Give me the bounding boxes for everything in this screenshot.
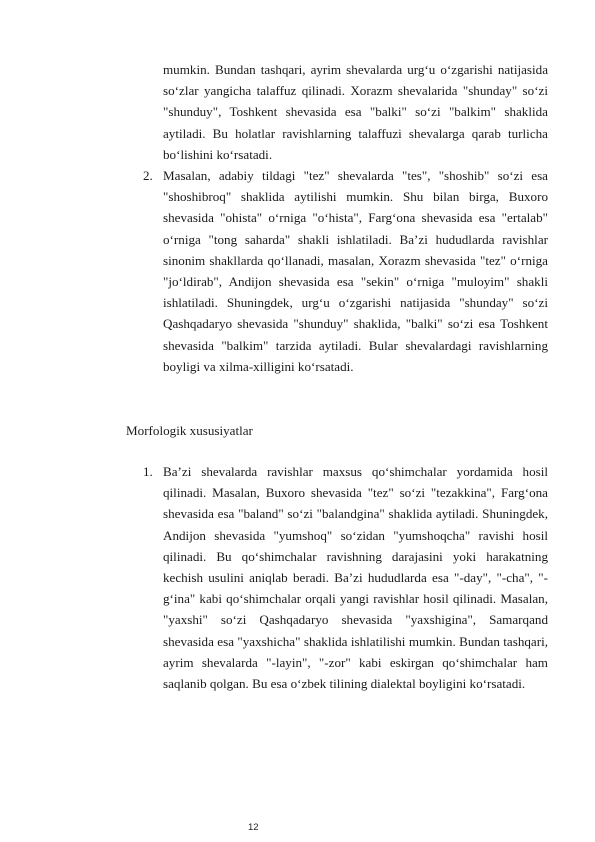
list-item-1-text: Ba’zi shevalarda ravishlar maxsus qo‘shimchalar yordamida hosil qilinadi. Masalan, Buxoro shevasida "tez" so‘zi "tezakkina", Farg‘ona shevasida esa "baland" so‘zi "balandgina" shaklida aytiladi. Shuningdek, Andijon shevasida "yumshoq" so‘zidan "yumshoqcha" ravishi hosil qilinadi. Bu qo‘shimchalar ravishning darajasini yoki harakatning kechish usulini aniqlab beradi. Ba’zi hududlarda esa "-day", "-cha", "-g‘ina" kabi qo‘shimchalar orqali yangi ravishlar hosil qilinadi. Masalan, "yaxshi" so‘zi Qashqadaryo shevasida "yaxshigina", Samarqand shevasida esa "yaxshicha" shaklida ishlatilishi mumkin. Bundan tashqari, ayrim shevalarda "-layin", "-zor" kabi eskirgan qo‘shimchalar ham saqlanib qolgan. Bu esa o‘zbek tilining dialektal boyligini ko‘rsatadi. bbox=[163, 464, 548, 692]
list-number-1: 1. bbox=[143, 464, 153, 479]
list-item-2-text: Masalan, adabiy tildagi "tez" shevalarda "tes", "shoshib" so‘zi esa "shoshibroq" shaklida aytilishi mumkin. Shu bilan birga, Buxoro shevasida "ohista" o‘rniga "o‘hista", Farg‘ona shevasida esa "ertalab" o‘rniga "tong saharda" shakli ishlatiladi. Ba’zi hududlarda ravishlar sinonim shakllarda qo‘llanadi, masalan, Xorazm shevasida "tez" o‘rniga "jo‘ldirab", Andijon shevasida esa "sekin" o‘rniga "muloyim" shakli ishlatiladi. Shuningdek, urg‘u o‘zgarishi natijasida "shunday" so‘zi Qashqadaryo shevasida "shunduy" shaklida, "balki" so‘zi esa Toshkent shevasida "balkim" tarzida aytiladi. Bular shevalardagi ravishlarning boyligi va xilma-xilligini ko‘rsatadi. bbox=[163, 168, 548, 374]
section-heading-morphology: Morfologik xususiyatlar bbox=[126, 423, 253, 438]
list-number-2: 2. bbox=[143, 168, 153, 183]
page-number: 12 bbox=[248, 822, 259, 833]
intro-paragraph: mumkin. Bundan tashqari, ayrim shevalarda urg‘u o‘zgarishi natijasida so‘zlar yangicha talaffuz qilinadi. Xorazm shevalarida "shunday" so‘zi "shunduy", Toshkent shevasida esa "balki" so‘zi "balkim" shaklida aytiladi. Bu holatlar ravishlarning talaffuzi shevalarga qarab turlicha bo‘lishini ko‘rsatadi. bbox=[163, 62, 548, 162]
